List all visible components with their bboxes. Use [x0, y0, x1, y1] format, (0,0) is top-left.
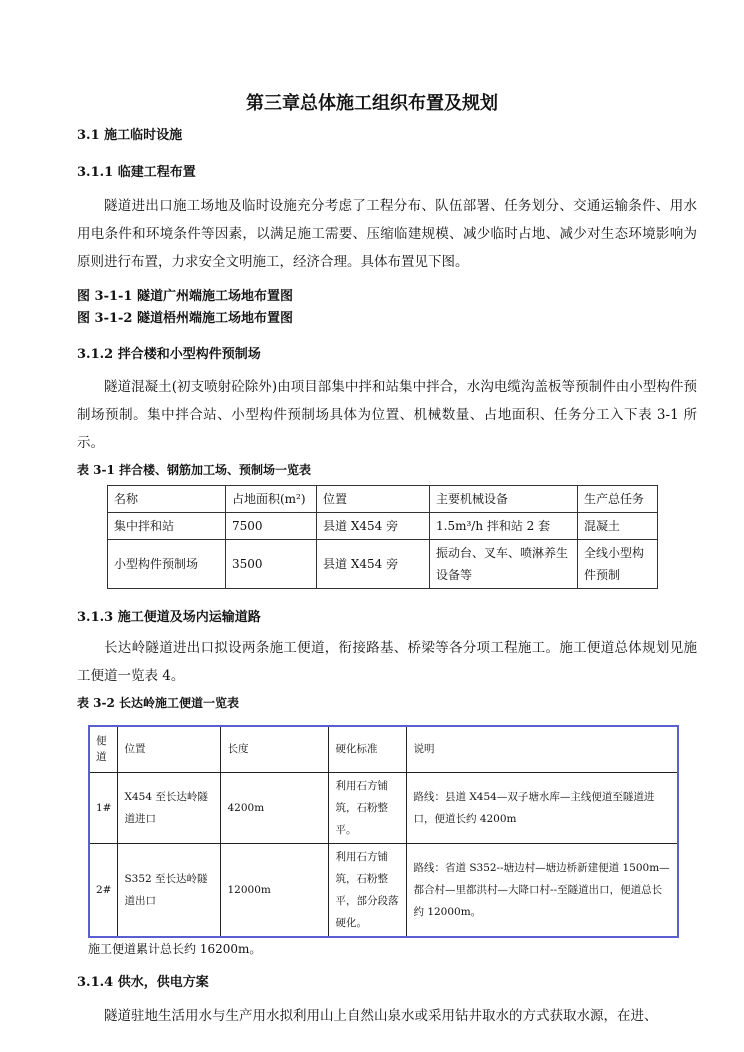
header-cell: 说明: [407, 726, 678, 772]
section-heading: 3.1 施工临时设施: [77, 128, 183, 143]
cell: 路线：省道 S352--塘边村—塘边桥新建便道 1500m—都合村—里都洪村—大降口村--至隧道出口，便道总长约 12000m。: [407, 843, 678, 937]
cell: 利用石方铺筑，石粉整平，部分段落硬化。: [329, 843, 407, 937]
cell: 全线小型构件预制: [578, 540, 658, 589]
header-cell: 生产总任务: [578, 486, 658, 513]
cell: 4200m: [221, 772, 329, 843]
cell: 1#: [89, 772, 118, 843]
figure-caption: 图 3-1-2 隧道梧州端施工场地布置图: [77, 311, 293, 326]
cell: 集中拌和站: [108, 513, 226, 540]
paragraph: 长达岭隧道进出口拟设两条施工便道，衔接路基、桥梁等各分项工程施工。施工便道总体规划见施工便道一览表 4。: [77, 640, 697, 684]
header-cell: 硬化标准: [329, 726, 407, 772]
section-heading: 3.1.4 供水，供电方案: [77, 974, 209, 990]
access-road-table: [88, 725, 679, 938]
cell: 7500: [226, 513, 317, 540]
cell: 1.5m³/h 拌和站 2 套: [430, 513, 578, 540]
header-cell: 位置: [317, 486, 430, 513]
cell: 县道 X454 旁: [317, 513, 430, 540]
mixing-station-table: [107, 485, 658, 589]
table-row: [89, 843, 678, 937]
header-cell: 名称: [108, 486, 226, 513]
table-caption: 表 3-2 长达岭施工便道一览表: [77, 696, 240, 710]
paragraph: 隧道驻地生活用水与生产用水拟利用山上自然山泉水或采用钻井取水的方式获取水源，在进、: [104, 1007, 658, 1024]
table-row: [108, 513, 658, 540]
cell: 3500: [226, 540, 317, 589]
chapter-title: 第三章总体施工组织布置及规划: [246, 93, 498, 114]
cell: 利用石方铺筑，石粉整平。: [329, 772, 407, 843]
cell: 2#: [89, 843, 118, 937]
cell: 路线：县道 X454—双子塘水库—主线便道至隧道进口，便道长约 4200m: [407, 772, 678, 843]
cell: 小型构件预制场: [108, 540, 226, 589]
header-cell: 位置: [118, 726, 221, 772]
header-cell: 占地面积(m²): [226, 486, 317, 513]
table-note: 施工便道累计总长约 16200m。: [88, 941, 262, 956]
header-cell: 主要机械设备: [430, 486, 578, 513]
table-header-row: [108, 486, 658, 513]
cell: 振动台、叉车、喷淋养生设备等: [430, 540, 578, 589]
table-caption: 表 3-1 拌合楼、钢筋加工场、预制场一览表: [77, 463, 312, 477]
section-heading: 3.1.3 施工便道及场内运输道路: [77, 610, 261, 625]
table-row: [89, 772, 678, 843]
table-header-row: [89, 726, 678, 772]
section-heading: 3.1.1 临建工程布置: [77, 165, 196, 180]
cell: X454 至长达岭隧道进口: [118, 772, 221, 843]
cell: S352 至长达岭隧道出口: [118, 843, 221, 937]
cell: 混凝土: [578, 513, 658, 540]
header-cell: 便道: [89, 726, 118, 772]
cell: 12000m: [221, 843, 329, 937]
table-row: [108, 540, 658, 589]
paragraph: 隧道进出口施工场地及临时设施充分考虑了工程分布、队伍部署、任务划分、交通运输条件、用水用电条件和环境条件等因素，以满足施工需要、压缩临建规模、减少临时占地、减少对生态环境影响为原则进行布置，力求安全文明施工，经济合理。具体布置见下图。: [77, 198, 697, 270]
cell: 县道 X454 旁: [317, 540, 430, 589]
header-cell: 长度: [221, 726, 329, 772]
paragraph: 隧道混凝土(初支喷射砼除外)由项目部集中拌和站集中拌合，水沟电缆沟盖板等预制件由小型构件预制场预制。集中拌合站、小型构件预制场具体为位置、机械数量、占地面积、任务分工入下表 3-1 所示。: [77, 379, 697, 451]
section-heading: 3.1.2 拌合楼和小型构件预制场: [77, 347, 261, 362]
figure-caption: 图 3-1-1 隧道广州端施工场地布置图: [77, 289, 293, 304]
